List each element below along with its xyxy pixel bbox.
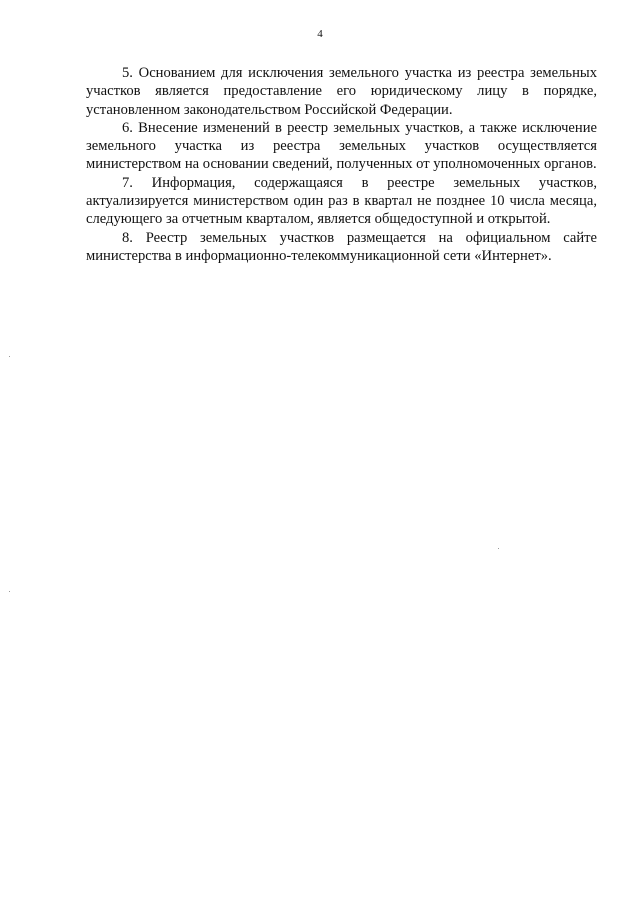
scan-speck: [9, 591, 10, 592]
scan-speck: [9, 356, 10, 357]
paragraph-7: 7. Информация, содержащаяся в реестре земельных участков, актуализируется министерством один раз в квартал не позднее 10 числа месяца, следующего за отчетным кварталом, является общедоступной и открытой.: [86, 174, 597, 228]
scan-speck: [498, 548, 499, 549]
paragraph-6: 6. Внесение изменений в реестр земельных участков, а также исключение земельного участка из реестра земельных участков осуществляется министерством на основании сведений, полученных от уполномоченных органов.: [86, 119, 597, 173]
document-body: [86, 64, 597, 265]
page-number: 4: [317, 28, 323, 40]
paragraph-5: 5. Основанием для исключения земельного участка из реестра земельных участков является предоставление его юридическому лицу в порядке, установленном законодательством Российской Федерации.: [86, 65, 597, 118]
paragraph-8: 8. Реестр земельных участков размещается на официальном сайте министерства в информационно-телекоммуникационной сети «Интернет».: [86, 229, 597, 264]
